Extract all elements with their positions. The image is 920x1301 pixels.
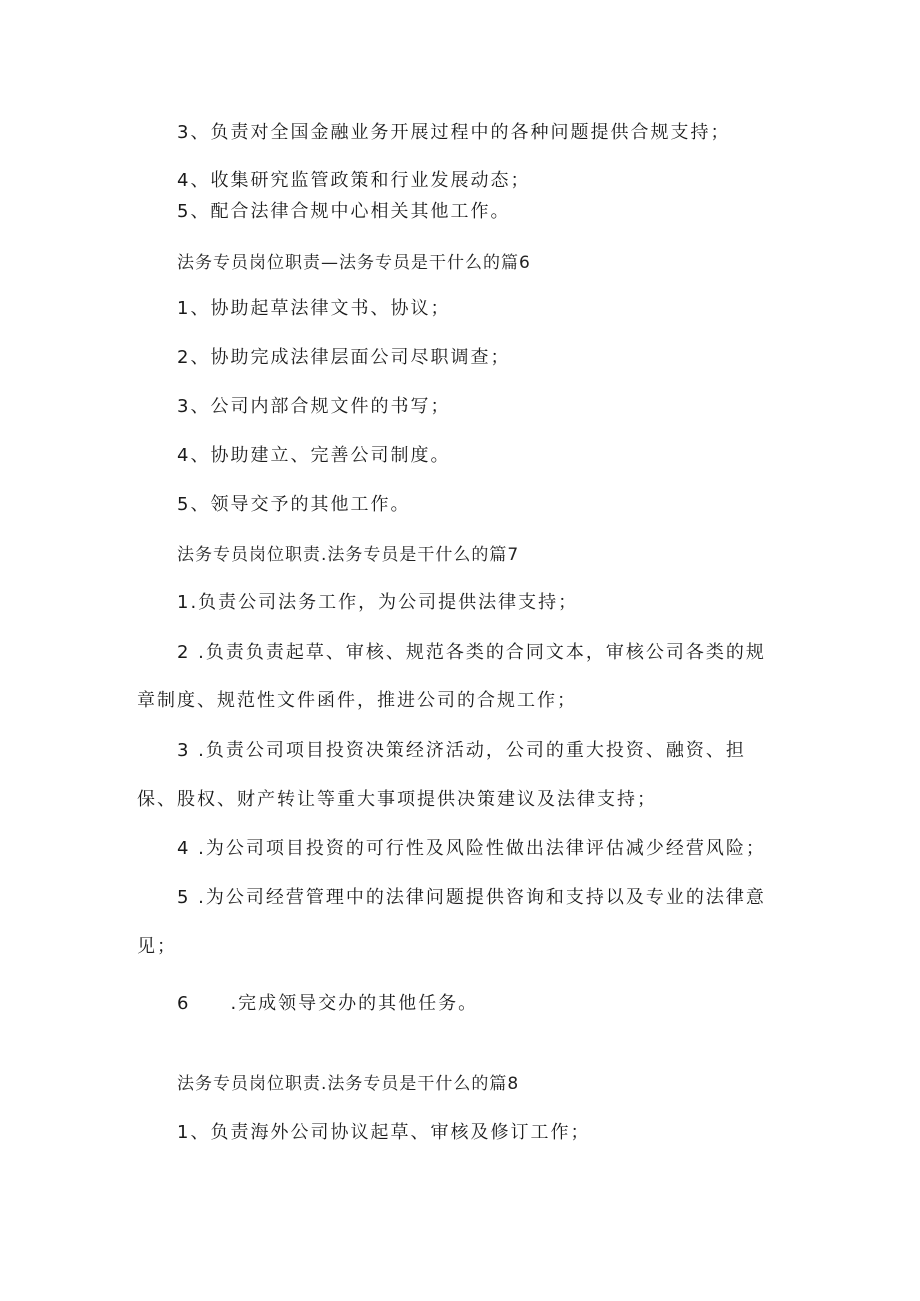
list-item: 5 .为公司经营管理中的法律问题提供咨询和支持以及专业的法律意 (177, 887, 766, 908)
list-item: 3、负责对全国金融业务开展过程中的各种问题提供合规支持； (177, 122, 731, 143)
list-item: 2、协助完成法律层面公司尽职调查； (177, 347, 511, 368)
list-item: 3、公司内部合规文件的书写； (177, 396, 451, 417)
list-item-continuation: 保、股权、财产转让等重大事项提供决策建议及法律支持； (137, 789, 657, 810)
list-item: 4 .为公司项目投资的可行性及风险性做出法律评估减少经营风险； (177, 838, 766, 859)
list-item: 1.负责公司法务工作，为公司提供法律支持； (177, 592, 579, 613)
list-item: 5、领导交予的其他工作。 (177, 494, 411, 515)
list-item: 4、收集研究监管政策和行业发展动态； (177, 170, 531, 191)
list-item: 4、协助建立、完善公司制度。 (177, 445, 451, 466)
section-heading: 法务专员岗位职责—法务专员是干什么的篇6 (177, 253, 531, 273)
section-heading: 法务专员岗位职责.法务专员是干什么的篇7 (177, 545, 520, 565)
list-item: 3 .负责公司项目投资决策经济活动，公司的重大投资、融资、担 (177, 740, 746, 761)
section-heading: 法务专员岗位职责.法务专员是干什么的篇8 (177, 1074, 520, 1094)
list-item-continuation: 章制度、规范性文件函件，推进公司的合规工作； (137, 690, 577, 711)
list-item: 5、配合法律合规中心相关其他工作。 (177, 201, 511, 222)
list-item: 6 .完成领导交办的其他任务。 (177, 993, 479, 1014)
list-item: 1、协助起草法律文书、协议； (177, 298, 451, 319)
list-item-continuation: 见； (137, 936, 177, 957)
list-item: 1、负责海外公司协议起草、审核及修订工作； (177, 1122, 591, 1143)
list-item: 2 .负责负责起草、审核、规范各类的合同文本，审核公司各类的规 (177, 642, 766, 663)
